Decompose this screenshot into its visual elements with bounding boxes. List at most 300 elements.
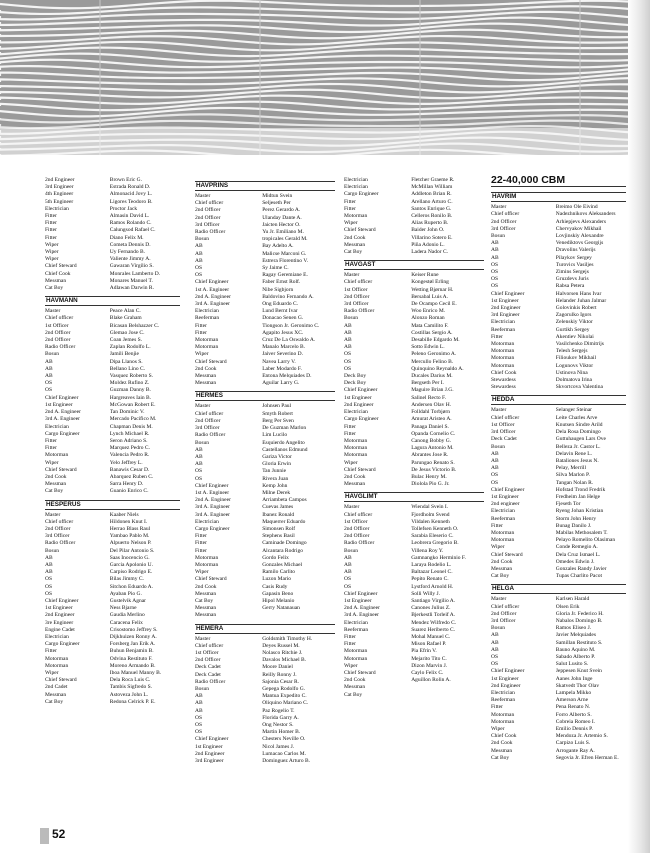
crew-rank: Electrician <box>195 518 219 525</box>
crew-row <box>45 663 180 670</box>
crew-rank: OS <box>491 276 499 283</box>
crew-name: Alpuerto Nelson P. <box>109 540 152 547</box>
crew-rank: Motorman <box>195 337 219 344</box>
crew-name: Saas Inocencio G. <box>109 554 150 561</box>
crew-name: Donacao Senen G. <box>262 315 304 322</box>
crew-name: Johnsen Paul <box>262 403 292 410</box>
crew-name: Glemao Jose C. <box>109 329 145 336</box>
crew-rank: AB <box>45 373 53 380</box>
crew-row <box>491 415 626 422</box>
crew-rank: 2nd A. Engineer <box>195 293 231 300</box>
crew-rank: Wiper <box>45 241 59 248</box>
crew-row <box>491 748 626 755</box>
crew-rank: Wiper <box>344 220 358 227</box>
crew-rank: 3rd Officer <box>491 617 516 624</box>
crew-name: Smyth Robert <box>262 410 293 417</box>
crew-name: Berg Per Sven <box>262 417 294 424</box>
crew-name: Navea Larry V. <box>262 358 296 365</box>
crew-name: Storm John Henry <box>555 515 597 522</box>
crew-row <box>491 429 626 436</box>
crew-name: Faber Ernst Rolf. <box>262 279 301 286</box>
crew-name: Moreno Armando B. <box>109 662 156 669</box>
crew-rank: 2nd Engineer <box>45 177 75 183</box>
crew-name: Ramilo Carlito <box>262 569 296 576</box>
crew-rank: 5th Engineer <box>45 198 74 205</box>
crew-row <box>491 262 626 269</box>
crew-name: Ligores Teodoro B. <box>109 198 153 205</box>
crew-name: Kemp John <box>262 482 288 489</box>
crew-rank: AB <box>195 446 203 453</box>
crew-name: Helander Juhan Jalmar <box>555 297 607 304</box>
crew-rank: AB <box>344 329 352 336</box>
crew-rank: Cargo Engineer <box>195 525 230 532</box>
crew-rank: Chief Steward <box>195 358 227 365</box>
crew-row <box>45 177 180 184</box>
crew-rank: Wiper <box>491 726 505 733</box>
crew-name: Folldahl Torbjørn <box>411 409 450 416</box>
crew-rank: 1st Officer <box>45 322 69 329</box>
crew-row <box>491 363 626 370</box>
crew-row <box>45 409 180 416</box>
crew-name: Odvina Restituto F. <box>109 655 153 662</box>
crew-row <box>344 634 484 641</box>
crew-name: Gepega Rodolfo G. <box>262 686 306 692</box>
crew-name: Lim Lucilo <box>262 432 288 439</box>
crew-name: Ustinova Nina <box>555 369 588 376</box>
crew-rank: AB <box>491 632 499 639</box>
crew-rank: AB <box>195 453 203 460</box>
ship-name-havrim: HAVRIM <box>491 192 626 202</box>
crew-name: Blake Graham <box>109 315 142 322</box>
crew-name: Bersabal Luis A. <box>411 293 449 300</box>
crew-rank: AB <box>344 337 352 344</box>
crew-name: Gordo Felix <box>262 554 289 561</box>
crew-name: Moore Daniel <box>262 664 293 671</box>
crew-row <box>491 247 626 254</box>
crew-rank: Wiper <box>344 662 358 669</box>
crew-name: Sarabia Eleserio C. <box>411 533 454 540</box>
crew-name: Tangan Nolan R. <box>555 479 594 486</box>
crew-rank: 2nd Engineer <box>491 305 521 312</box>
crew-rank: Chief Engineer <box>344 590 378 597</box>
crew-row <box>195 672 335 679</box>
crew-name: Dela Rosa Domingo <box>555 429 601 436</box>
crew-row <box>45 431 180 438</box>
crew-row <box>45 548 180 555</box>
crew-name: Dela Cruz Ismael L. <box>555 551 601 558</box>
crew-rank: Chief officer <box>45 315 74 322</box>
crew-name: Bergseth Per I. <box>411 380 444 387</box>
crew-rank: Chief Engineer <box>45 597 79 604</box>
crew-row <box>344 315 484 322</box>
crew-row <box>195 229 335 236</box>
crew-rank: Bosun <box>491 625 506 632</box>
crew-name: Reilly Ronny J. <box>262 671 297 678</box>
crew-row <box>45 620 180 627</box>
crew-row <box>45 612 180 619</box>
crew-name: Bauno Aquino M. <box>555 646 596 653</box>
crew-rank: 3rd A. Engineer <box>195 301 230 308</box>
crew-rank: Motorman <box>491 537 515 544</box>
crew-name: Telesh Sergejs <box>555 348 588 355</box>
crew-row <box>45 598 180 605</box>
crew-row <box>491 226 626 233</box>
crew-name: Midtun Svein <box>262 193 293 199</box>
crew-name: Maquerrer Eduardo <box>262 518 306 525</box>
crew-rank: AB <box>344 344 352 351</box>
crew-row <box>45 373 180 380</box>
crew-row <box>195 258 335 265</box>
crew-row <box>195 576 335 583</box>
crew-rank: AB <box>195 700 203 707</box>
crew-rank: Fitter <box>491 522 503 529</box>
crew-name: Bulac Henry M. <box>411 473 447 480</box>
ship-name-helga: HELGA <box>491 584 626 594</box>
crew-rank: OS <box>344 351 352 358</box>
crew-row <box>344 452 484 459</box>
crew-rank: Radio Officer <box>195 229 226 236</box>
crew-row <box>45 402 180 409</box>
crew-name: Turovics Vasiljes <box>555 261 594 268</box>
crew-row <box>491 704 626 711</box>
crew-row <box>45 387 180 394</box>
crew-rank: 2nd Cook <box>45 473 67 480</box>
crew-rank: Messman <box>344 684 366 691</box>
crew-row <box>491 240 626 247</box>
crew-row <box>491 604 626 611</box>
crew-name: Ryeng Johan Kristian <box>555 508 604 515</box>
crew-name: Gloria Erwin <box>262 461 292 468</box>
crew-row <box>195 490 335 497</box>
crew-rank: Chief Steward <box>45 466 77 473</box>
crew-row <box>195 337 335 344</box>
ship-name-havglimt: HAVGLIMT <box>344 492 484 502</box>
crew-row <box>45 656 180 663</box>
crew-name: Dijkhuizen Ronny A. <box>109 633 157 640</box>
crew-rank: AB <box>344 569 352 576</box>
crew-row <box>45 206 180 213</box>
crew-name: Rivera Juan <box>262 475 289 482</box>
crew-rank: 2nd Officer <box>344 525 370 532</box>
crew-row <box>195 700 335 707</box>
crew-name: Redona Celrick P. E. <box>109 698 156 705</box>
crew-row <box>491 740 626 747</box>
crew-row <box>344 605 484 612</box>
crew-row <box>45 562 180 569</box>
crew-name: Nibe Sigbjorn <box>262 286 294 293</box>
crew-rank: Chief Steward <box>491 551 523 558</box>
crew-row <box>195 693 335 700</box>
crew-name: Parungao Renato S. <box>411 459 455 466</box>
crew-row <box>344 330 484 337</box>
crew-name: Arellano Arturo C. <box>411 198 453 205</box>
crew-name: Castellanos Edmund <box>262 446 308 453</box>
crew-name: Alcantara Rodrigo <box>262 547 303 554</box>
crew-row <box>491 444 626 451</box>
crew-rank: Wiper <box>45 256 59 263</box>
crew-name: Sitchon Eduardo A. <box>109 583 154 590</box>
crew-rank: Cargo Engineer <box>344 191 379 198</box>
crew-name: Woo Enrico M. <box>411 308 446 315</box>
crew-row <box>344 279 484 286</box>
crew-row <box>45 359 180 366</box>
crew-rank: 3re Engineer <box>45 619 74 626</box>
crew-row <box>344 272 484 279</box>
crew-name: Pilaykov Sergey <box>555 254 592 261</box>
crew-rank: Electrician <box>491 508 515 515</box>
crew-name: Valencia Pedro R. <box>109 452 150 459</box>
crew-rank: OS <box>491 472 499 479</box>
crew-rank: Electrician <box>344 184 368 191</box>
crew-rank: Messman <box>344 481 366 488</box>
crew-row <box>195 265 335 272</box>
crew-row <box>344 526 484 533</box>
crew-name: Peace Alan C. <box>109 308 141 315</box>
crew-name: McMillan William <box>411 184 453 191</box>
crew-row <box>45 591 180 598</box>
crew-name: Golovinkis Robert <box>555 305 597 312</box>
crew-rank: Master <box>344 504 360 511</box>
crew-name: Dela Roca Luis C. <box>109 677 151 684</box>
crew-rank: Motorman <box>491 718 515 725</box>
crew-rank: Fitter <box>344 430 356 437</box>
crew-name: Mejarito Tito C. <box>411 655 447 662</box>
crew-name: Venediktovs Georgijs <box>555 240 604 247</box>
crew-rank: Cat Boy <box>45 285 64 292</box>
crew-rank: Fitter <box>45 648 57 655</box>
crew-name: Salut Lusito S. <box>555 661 589 668</box>
crew-rank: Bosun <box>45 547 60 554</box>
crew-row <box>45 648 180 655</box>
crew-rank: Chief officer <box>195 410 224 417</box>
crew-name: Carpizo Luis S. <box>555 740 591 747</box>
crew-rank: 2nd Cook <box>195 365 217 372</box>
crew-rank: AB <box>491 465 499 472</box>
crew-name <box>262 612 335 619</box>
crew-rank: AB <box>491 646 499 653</box>
crew-row <box>45 271 180 278</box>
crew-name: Omedes Edwin J. <box>555 558 595 565</box>
crew-rank: Chief officer <box>491 414 520 421</box>
crew-name: Skvortcova Valentina <box>555 384 603 391</box>
crew-name: Proctor Jack <box>109 205 138 212</box>
crew-row <box>195 373 335 380</box>
ship-name-hesperus: HESPERUS <box>45 500 180 510</box>
crew-name: Forro Alberto S. <box>555 711 592 718</box>
crew-name: Bataliones Jesus N. <box>555 457 599 464</box>
crew-row <box>45 540 180 547</box>
crew-name: Lampela Mikko <box>555 690 592 696</box>
crew-rank: Fitter <box>344 198 356 205</box>
crew-row <box>491 690 626 697</box>
crew-name: Laraya Rodelio L. <box>411 561 452 568</box>
crew-name: Bay Adelto A. <box>262 243 294 250</box>
crew-name: Mison Rafael P. <box>411 641 447 648</box>
column-3 <box>344 177 484 699</box>
crew-row <box>344 431 484 438</box>
crew-name: Seljeseth Per <box>262 200 291 207</box>
crew-name: McGowan Robert E. <box>109 401 156 408</box>
crew-rank: Master <box>195 635 211 642</box>
crew-rank: Chief officer <box>491 603 520 610</box>
crew-rank: Fitter <box>195 547 207 554</box>
crew-rank: Bosun <box>491 233 506 240</box>
crew-name: Luzon Mario <box>262 576 292 583</box>
crew-row <box>195 483 335 490</box>
crew-rank: 1st Officer <box>344 518 368 525</box>
crew-name: Ness Bjarne <box>109 605 137 612</box>
crew-name: Quinquino Reynaldo A. <box>411 365 464 372</box>
crew-rank: OS <box>195 272 203 279</box>
crew-name: Ladera Nador C. <box>411 249 448 256</box>
crew-name: Dizon Marvin J. <box>411 662 448 669</box>
crew-name <box>411 684 484 691</box>
crew-row <box>195 215 335 222</box>
crew-name: Vildalen Kenneth <box>411 518 450 525</box>
crew-row <box>45 699 180 706</box>
crew-row <box>45 366 180 373</box>
crew-name: Mabilas Methosalem T. <box>555 529 608 536</box>
crew-name: Yu Jr. Emiliano M. <box>262 229 304 236</box>
crew-rank: Messman <box>344 241 366 248</box>
crew-name: Brown Eric G. <box>109 177 143 183</box>
crew-row <box>344 591 484 598</box>
crew-name: Canones Julius Z. <box>411 605 451 612</box>
crew-row <box>344 227 484 234</box>
crew-row <box>195 251 335 258</box>
crew-name: Almasin David L. <box>109 213 150 220</box>
crew-rank: Chief Cook <box>491 733 517 740</box>
crew-row <box>344 409 484 416</box>
crew-row <box>344 548 484 555</box>
crew-name: Banawis Cesar D. <box>109 466 150 473</box>
crew-rank: Chief officer <box>491 211 520 218</box>
crew-rank: 2nd Officer <box>344 533 370 540</box>
crew-row <box>195 562 335 569</box>
crew-row <box>195 664 335 671</box>
crew-row <box>344 648 484 655</box>
crew-row <box>344 287 484 294</box>
crew-rank: Electrician <box>45 633 69 640</box>
crew-name: Jeppesen Knut Svein <box>555 668 602 675</box>
crew-row <box>45 220 180 227</box>
crew-rank: Messman <box>195 605 217 612</box>
crew-row <box>491 319 626 326</box>
crew-name: tropicales Gerald M. <box>262 236 308 243</box>
crew-rank: Motorman <box>491 355 515 362</box>
crew-name: Cometa Dennis D. <box>109 241 151 248</box>
crew-row <box>491 523 626 530</box>
crew-row <box>45 278 180 285</box>
crew-row <box>491 451 626 458</box>
crew-name: Santos Enrique G. <box>411 205 452 212</box>
crew-rank: Fitter <box>45 227 57 234</box>
crew-row <box>491 618 626 625</box>
crew-rank: Electrician <box>491 319 515 326</box>
crew-name: Gerry Natanauan <box>262 605 300 612</box>
crew-row <box>45 213 180 220</box>
crew-row <box>344 359 484 366</box>
ship-name-havgast: HAVGAST <box>344 260 484 270</box>
crew-row <box>45 512 180 519</box>
crew-row <box>195 657 335 664</box>
crew-row <box>491 276 626 283</box>
crew-rank: OS <box>344 583 352 590</box>
crew-name: Gariza Victor <box>262 453 292 460</box>
crew-rank: AB <box>45 358 53 365</box>
crew-row <box>491 370 626 377</box>
crew-name: Yelo Jeffrey L. <box>109 459 143 466</box>
crew-rank: Chief Cook <box>45 270 71 277</box>
crew-row <box>195 193 335 200</box>
crew-name: Manalo Marcelo B. <box>262 344 306 351</box>
crew-row <box>195 301 335 308</box>
crew-row <box>45 627 180 634</box>
crew-row <box>344 249 484 256</box>
crew-name: Ulanday Dante A. <box>262 214 302 221</box>
crew-row <box>491 552 626 559</box>
crew-rank: 1st Officer <box>195 649 219 656</box>
crew-row <box>491 544 626 551</box>
crew-name <box>411 692 484 699</box>
crew-name: Hofstad Trond Fredrik <box>555 486 606 493</box>
crew-rank: 3rd Officer <box>195 221 220 228</box>
crew-row <box>491 712 626 719</box>
crew-name: Silva Marlon P. <box>555 472 590 479</box>
crew-rank: Radio Officer <box>195 432 226 439</box>
crew-row <box>491 516 626 523</box>
crew-row <box>491 298 626 305</box>
ship-name-hedda: HEDDA <box>491 395 626 405</box>
crew-row <box>195 512 335 519</box>
crew-name: Lagura Antonio M. <box>411 445 454 452</box>
crew-row <box>195 758 335 765</box>
crew-rank: Cat Boy <box>195 597 214 604</box>
crew-row <box>45 677 180 684</box>
crew-row <box>344 220 484 227</box>
crew-row <box>45 474 180 481</box>
crew-rank: 2nd A. Engineer <box>45 409 81 416</box>
crew-rank: Motorman <box>45 452 69 459</box>
crew-name: Gustelvik Agnar <box>109 597 147 604</box>
crew-row <box>195 548 335 555</box>
crew-row <box>195 555 335 562</box>
crew-name: Pepito Renato C. <box>411 576 449 583</box>
crew-row <box>491 755 626 762</box>
crew-row <box>344 598 484 605</box>
crew-rank: Chief Engineer <box>195 736 229 743</box>
crew-name: Santiago Virgilio A. <box>411 597 456 604</box>
crew-rank: OS <box>45 576 53 583</box>
crew-name: Knutsen Sindre Arild <box>555 421 603 428</box>
crew-rank: AB <box>491 639 499 646</box>
crew-row <box>45 670 180 677</box>
crew-row <box>45 337 180 344</box>
crew-row <box>195 359 335 366</box>
crew-row <box>195 418 335 425</box>
crew-name: Tollefsen Kenneth O. <box>411 525 459 532</box>
crew-row <box>344 627 484 634</box>
crew-rank: AB <box>195 461 203 468</box>
crew-rank: Reeferman <box>491 515 516 522</box>
crew-rank: Wiper <box>45 670 59 676</box>
crew-row <box>195 650 335 657</box>
crew-name: Halvorsen Hans Ivar <box>555 290 602 297</box>
crew-row <box>344 481 484 488</box>
crew-rank: 3rd Officer <box>491 225 516 232</box>
crew-rank: Messman <box>195 612 217 619</box>
crew-row <box>491 566 626 573</box>
